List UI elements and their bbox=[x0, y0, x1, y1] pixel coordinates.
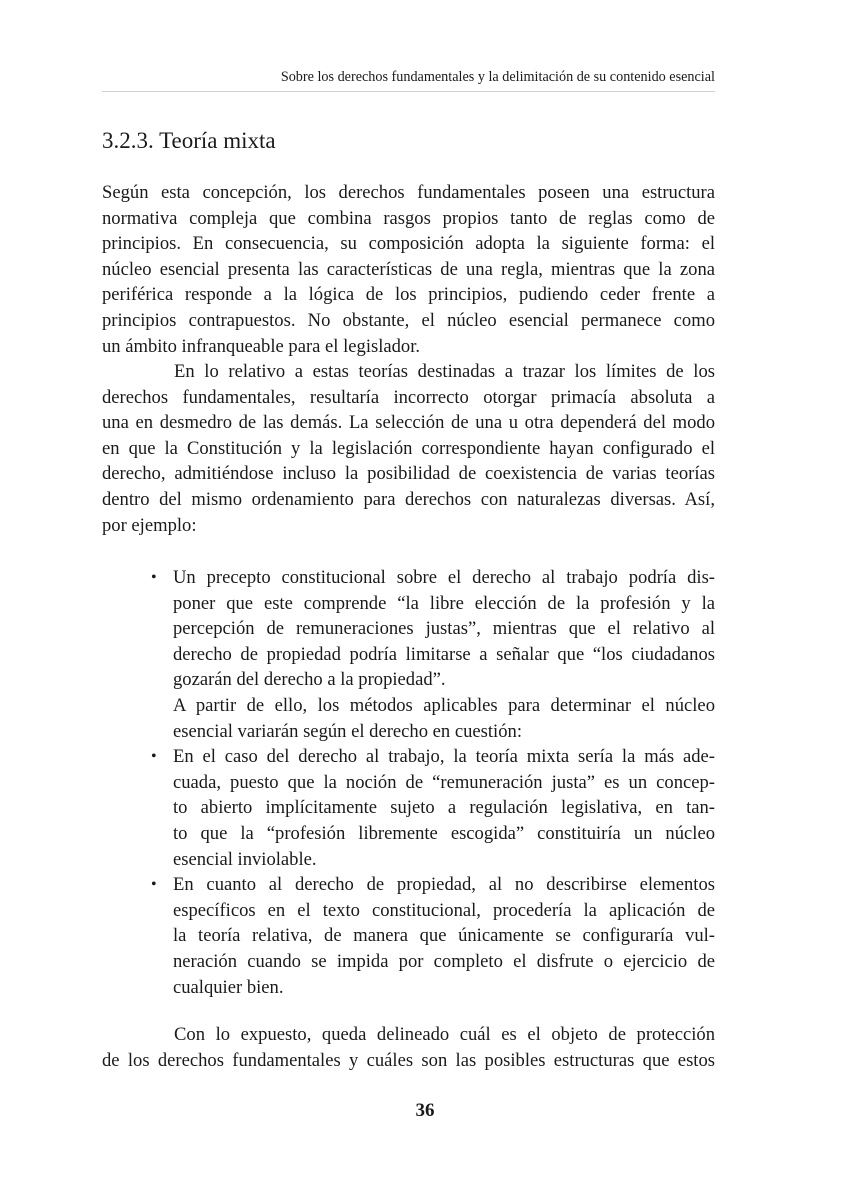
text-line: cualquier bien. bbox=[173, 976, 284, 998]
text-line: derecho de propiedad podría limitarse a señalar que “los ciudadanos bbox=[173, 643, 715, 665]
bullet-marker: • bbox=[151, 876, 157, 894]
text-line: una en desmedro de las demás. La selección de una u otra dependerá del modo bbox=[102, 412, 715, 434]
bullet-marker: • bbox=[151, 748, 157, 766]
text-line: por ejemplo: bbox=[102, 514, 197, 536]
section-title: 3.2.3. Teoría mixta bbox=[102, 128, 276, 153]
paragraph-2 bbox=[102, 359, 715, 538]
text-line: específicos en el texto constitucional, procedería la aplicación de bbox=[173, 899, 715, 921]
text-line: un ámbito infranqueable para el legislador. bbox=[102, 335, 421, 357]
text-line: Según esta concepción, los derechos fundamentales poseen una estructura bbox=[102, 182, 715, 203]
paragraph-1 bbox=[102, 180, 715, 359]
text-line: derechos fundamentales, resultaría incorrecto otorgar primacía absoluta a bbox=[102, 386, 715, 408]
text-line: percepción de remuneraciones justas”, mientras que el relativo al bbox=[173, 618, 715, 640]
bullet-marker: • bbox=[151, 569, 157, 586]
text-line: En cuanto al derecho de propiedad, al no describirse elementos bbox=[173, 874, 715, 896]
examples-bullet-list bbox=[151, 565, 715, 1000]
paragraph-3 bbox=[102, 1022, 715, 1073]
text-line: en que la Constitución y la legislación correspondiente hayan configurado el bbox=[102, 437, 715, 459]
text-line: principios. En consecuencia, su composición adopta la siguiente forma: el bbox=[102, 233, 715, 255]
text-line: to abierto implícitamente sujeto a regulación legislativa, en tan- bbox=[173, 797, 715, 819]
text-line: la teoría relativa, de manera que únicamente se configuraría vul- bbox=[173, 925, 715, 947]
text-line: poner que este comprende “la libre elección de la profesión y la bbox=[173, 592, 715, 614]
text-line: En el caso del derecho al trabajo, la teoría mixta sería la más ade- bbox=[173, 746, 715, 768]
text-line: En lo relativo a estas teorías destinadas a trazar los límites de los bbox=[174, 361, 715, 382]
text-line: esencial inviolable. bbox=[173, 848, 317, 870]
bullet-item-2 bbox=[151, 744, 715, 872]
text-line: de los derechos fundamentales y cuáles son las posibles estructuras que estos bbox=[102, 1049, 715, 1071]
text-line: Con lo expuesto, queda delineado cuál es el objeto de protección bbox=[174, 1024, 715, 1045]
text-line: cuada, puesto que la noción de “remuneración justa” es un concep- bbox=[173, 771, 715, 793]
text-line: to que la “profesión libremente escogida” constituiría un núcleo bbox=[173, 822, 715, 844]
text-line: dentro del mismo ordenamiento para derechos con naturalezas diversas. Así, bbox=[102, 488, 715, 510]
text-line: periférica responde a la lógica de los principios, pudiendo ceder frente a bbox=[102, 284, 715, 306]
text-line: A partir de ello, los métodos aplicables para determinar el núcleo bbox=[173, 694, 715, 716]
text-line: neración cuando se impida por completo el disfrute o ejercicio de bbox=[173, 950, 715, 972]
text-line: núcleo esencial presenta las características de una regla, mientras que la zona bbox=[102, 258, 715, 280]
text-line: gozarán del derecho a la propiedad”. bbox=[173, 669, 446, 691]
running-header: Sobre los derechos fundamentales y la delimitación de su contenido esencial bbox=[280, 69, 715, 85]
text-line: esencial variarán según el derecho en cuestión: bbox=[173, 720, 522, 742]
bullet-item-3 bbox=[151, 872, 715, 1000]
text-line: Un precepto constitucional sobre el derecho al trabajo podría dis- bbox=[173, 567, 715, 588]
header-rule bbox=[102, 91, 715, 92]
page-number: 36 bbox=[415, 1100, 435, 1121]
text-line: normativa compleja que combina rasgos propios tanto de reglas como de bbox=[102, 207, 715, 229]
text-line: principios contrapuestos. No obstante, el núcleo esencial permanece como bbox=[102, 309, 715, 331]
bullet-item-1 bbox=[151, 565, 715, 744]
text-line: derecho, admitiéndose incluso la posibilidad de coexistencia de varias teorías bbox=[102, 463, 715, 485]
